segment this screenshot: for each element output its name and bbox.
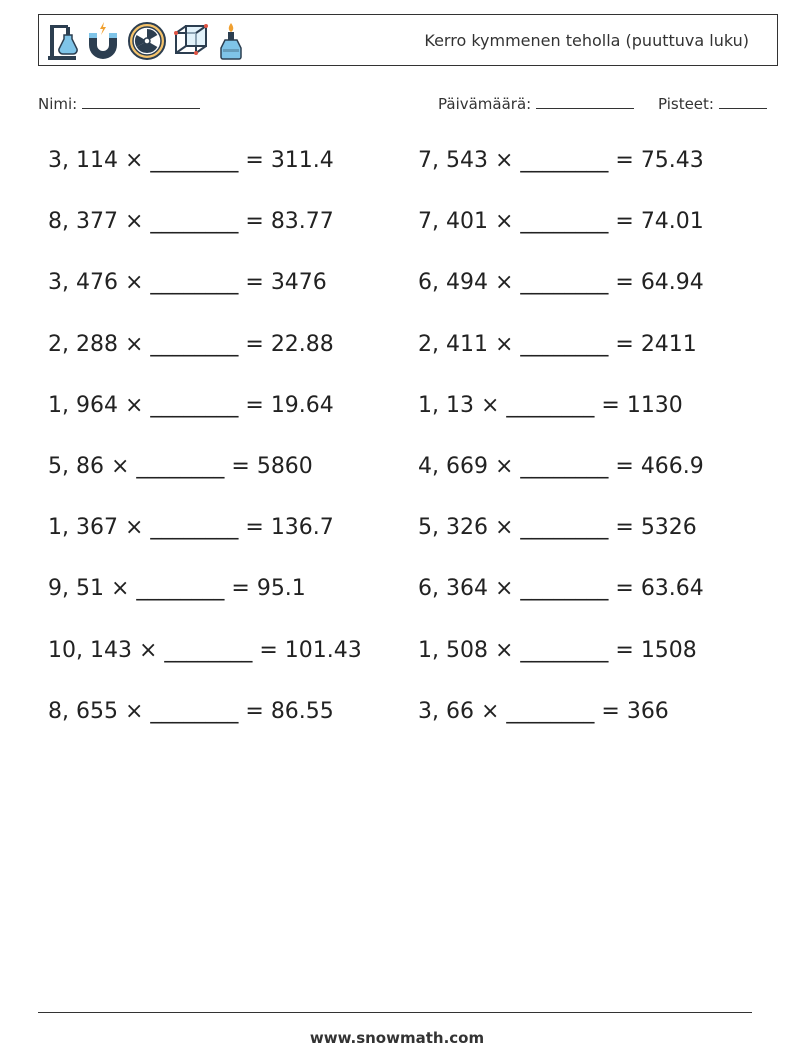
worksheet-title: Kerro kymmenen teholla (puuttuva luku) [424, 31, 749, 50]
problem-item[interactable]: 8, 655 × ________ = 86.55 [48, 698, 334, 724]
problem-item[interactable]: 1, 13 × ________ = 1130 [418, 392, 683, 418]
problem-item[interactable]: 4, 669 × ________ = 466.9 [418, 454, 704, 479]
problem-item[interactable]: 2, 288 × ________ = 22.88 [48, 331, 334, 357]
score-blank[interactable] [719, 94, 767, 109]
footer-divider [38, 1012, 752, 1013]
footer-website: www.snowmath.com [309, 1029, 485, 1047]
problem-item[interactable]: 1, 964 × ________ = 19.64 [48, 392, 334, 418]
date-field[interactable] [438, 94, 634, 113]
problem-item[interactable]: 1, 367 × ________ = 136.7 [48, 515, 334, 541]
problem-item[interactable]: 2, 411 × ________ = 2411 [418, 331, 697, 357]
problem-item[interactable]: 9, 51 × ________ = 95.1 [48, 576, 306, 602]
radiation-icon [127, 21, 167, 61]
bunsen-burner-icon [215, 21, 247, 61]
problem-item[interactable]: 7, 401 × ________ = 74.01 [418, 209, 704, 235]
header-icons [47, 21, 247, 61]
lab-stand-flask-icon [47, 21, 79, 61]
magnet-icon [85, 21, 121, 61]
problem-item[interactable]: 1, 508 × ________ = 1508 [418, 637, 697, 663]
problem-item[interactable]: 3, 114 × ________ = 311.4 [48, 148, 334, 173]
date-blank[interactable] [536, 94, 634, 109]
worksheet-header [38, 14, 778, 66]
name-field[interactable] [38, 94, 200, 113]
date-label: Päivämäärä: [438, 95, 532, 113]
score-label: Pisteet: [658, 95, 714, 113]
name-blank[interactable] [82, 94, 200, 109]
score-field[interactable] [658, 94, 767, 113]
problem-item[interactable]: 3, 66 × ________ = 366 [418, 698, 669, 724]
name-label: Nimi: [38, 95, 78, 113]
problem-item[interactable]: 6, 494 × ________ = 64.94 [418, 270, 704, 296]
problem-item[interactable]: 10, 143 × ________ = 101.43 [48, 637, 362, 663]
problem-item[interactable]: 5, 326 × ________ = 5326 [418, 515, 697, 541]
problem-item[interactable]: 6, 364 × ________ = 63.64 [418, 576, 704, 602]
cube-icon [173, 21, 209, 61]
problem-item[interactable]: 3, 476 × ________ = 3476 [48, 270, 327, 296]
problem-item[interactable]: 5, 86 × ________ = 5860 [48, 454, 313, 479]
problem-item[interactable]: 7, 543 × ________ = 75.43 [418, 148, 704, 173]
problem-item[interactable]: 8, 377 × ________ = 83.77 [48, 209, 334, 235]
